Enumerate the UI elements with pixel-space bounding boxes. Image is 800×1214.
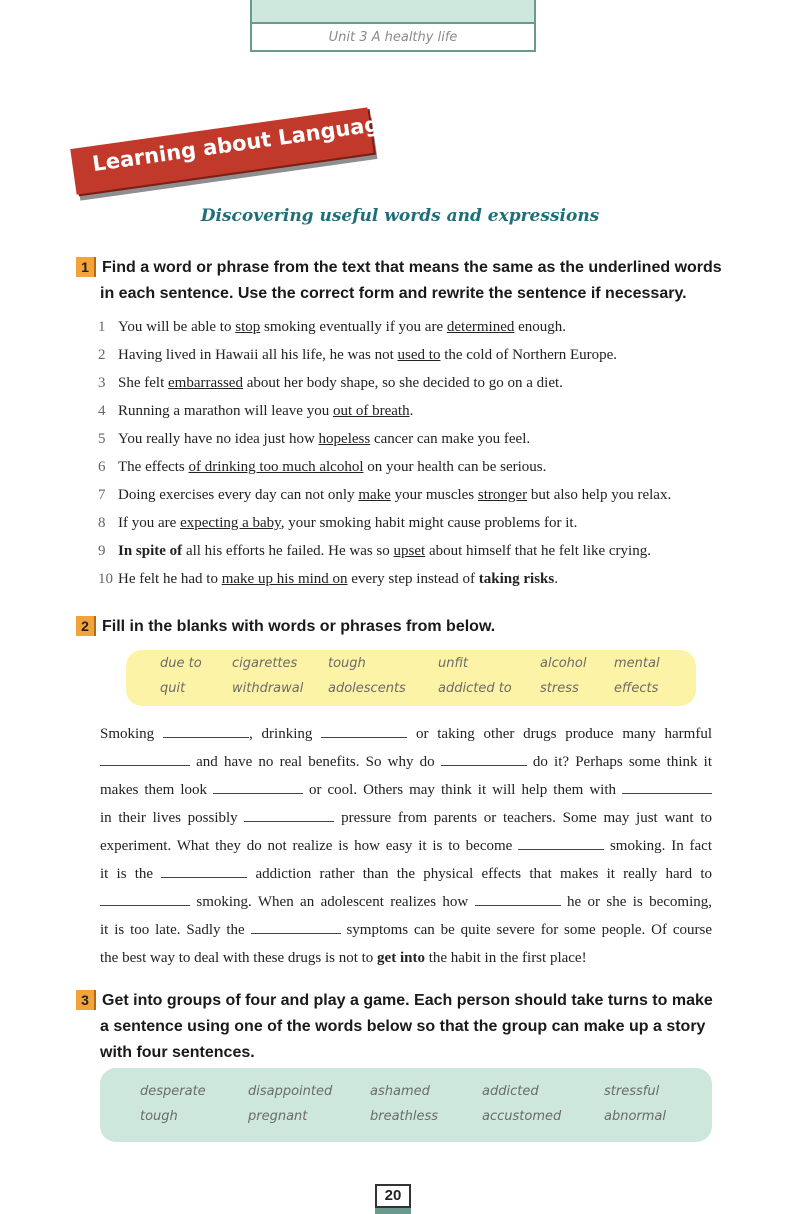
word-option: unfit: [438, 656, 468, 671]
page-number: 20: [375, 1184, 411, 1208]
item-text: Running a marathon will leave you: [118, 403, 333, 419]
fill-blank[interactable]: [518, 835, 604, 850]
word-option: adolescents: [328, 681, 406, 696]
word-option: disappointed: [248, 1084, 333, 1099]
item-text: .: [409, 403, 414, 419]
underlined-word: upset: [393, 543, 426, 559]
paragraph-text: , drinking: [248, 726, 322, 742]
item-text: cancer can make you feel.: [370, 431, 531, 447]
fill-blank[interactable]: [100, 751, 190, 766]
paragraph-text: the best way to deal with these drugs is not to: [100, 950, 378, 966]
item-number: 2: [98, 347, 106, 363]
item-text: all his efforts he failed. He was so: [182, 543, 394, 559]
paragraph-text: it is the: [100, 866, 162, 882]
word-option: mental: [614, 656, 660, 671]
fill-blank[interactable]: [161, 863, 247, 878]
section-subtitle: Discovering useful words and expressions: [200, 206, 600, 226]
paragraph-text: or taking other drugs produce many harmful: [407, 726, 712, 742]
paragraph-text: experiment. What they do not realize is how easy it is to become: [100, 838, 519, 854]
list-item: [98, 316, 738, 344]
paragraph-line: [100, 776, 712, 804]
item-number: 8: [98, 515, 106, 531]
word-option: pregnant: [248, 1109, 308, 1124]
paragraph-line: [100, 748, 712, 776]
unit-label: Unit 3 A healthy life: [328, 30, 458, 45]
list-item: [98, 512, 738, 540]
item-text: He felt he had to: [118, 571, 222, 587]
item-text: If you are: [118, 515, 181, 531]
word-option: withdrawal: [232, 681, 304, 696]
word-option: alcohol: [540, 656, 587, 671]
underlined-word: out of breath: [332, 403, 410, 419]
list-item: [98, 484, 738, 512]
item-text: but also help you relax.: [527, 487, 672, 503]
paragraph-text: smoking. When an adolescent realizes how: [190, 894, 475, 910]
banner-ribbon: [70, 107, 395, 194]
exercise2-number: 2: [76, 616, 96, 636]
exercise1-number: 1: [76, 257, 96, 277]
item-text: Doing exercises every day can not only: [118, 487, 359, 503]
item-text: every step instead of: [347, 571, 479, 587]
item-text: You will be able to: [118, 319, 236, 335]
exercise2-word-box: [126, 650, 696, 706]
exercise2-paragraph: [100, 720, 712, 972]
item-number: 7: [98, 487, 106, 503]
word-option: quit: [160, 681, 186, 696]
item-text: the cold of Northern Europe.: [440, 347, 618, 363]
unit-header-art: [252, 0, 534, 24]
exercise3-number: 3: [76, 990, 96, 1010]
item-number: 1: [98, 319, 106, 335]
word-option: accustomed: [482, 1109, 562, 1124]
paragraph-text: or cool. Others may think it will help them with: [303, 782, 622, 798]
underlined-word: stronger: [477, 487, 528, 503]
exercise3-instruction-line2: a sentence using one of the words below so that the group can make up a story: [100, 1018, 706, 1035]
item-text: She felt: [118, 375, 168, 391]
paragraph-text: it is too late. Sadly the: [100, 922, 251, 938]
banner-title: Learning about Language: [90, 110, 395, 177]
exercise3-word-box: [100, 1068, 712, 1142]
item-text: , your smoking habit might cause problems for it.: [280, 515, 578, 531]
fill-blank[interactable]: [100, 891, 190, 906]
paragraph-text: symptoms can be quite severe for some people. Of course: [340, 922, 713, 938]
exercise1-instruction-line2: in each sentence. Use the correct form and rewrite the sentence if necessary.: [100, 285, 687, 302]
exercise1-heading: [76, 255, 726, 307]
list-item: [98, 456, 738, 484]
underlined-word: make: [358, 487, 391, 503]
fill-blank[interactable]: [475, 891, 561, 906]
list-item: [98, 372, 738, 400]
exercise1-list: [98, 316, 738, 596]
item-text: .: [554, 571, 558, 587]
paragraph-line: [100, 916, 712, 944]
paragraph-text: pressure from parents or teachers. Some may just want to: [334, 810, 712, 826]
underlined-word: hopeless: [318, 431, 371, 447]
item-text: about her body shape, so she decided to go on a diet.: [242, 375, 563, 391]
underlined-word: make up his mind on: [221, 571, 348, 587]
word-option: tough: [328, 656, 366, 671]
item-text: You really have no idea just how: [118, 431, 319, 447]
underlined-word: of drinking too much alcohol: [188, 459, 364, 475]
paragraph-text: the habit in the first place!: [424, 950, 587, 966]
fill-blank[interactable]: [244, 807, 334, 822]
paragraph-line: [100, 860, 712, 888]
paragraph-text: Smoking: [100, 726, 163, 742]
fill-blank[interactable]: [441, 751, 527, 766]
item-number: 4: [98, 403, 106, 419]
fill-blank[interactable]: [321, 723, 407, 738]
word-option: addicted: [482, 1084, 539, 1099]
item-number: 9: [98, 543, 106, 559]
item-text: on your health can be serious.: [363, 459, 547, 475]
list-item: [98, 540, 738, 568]
underlined-word: expecting a baby: [180, 515, 281, 531]
item-text: your muscles: [390, 487, 478, 503]
word-option: ashamed: [370, 1084, 430, 1099]
exercise3-instruction-line3: with four sentences.: [100, 1044, 255, 1061]
unit-header-box: [250, 0, 536, 52]
paragraph-text: do it? Perhaps some think it: [526, 754, 712, 770]
list-item: [98, 568, 738, 596]
list-item: [98, 400, 738, 428]
underlined-word: used to: [397, 347, 441, 363]
word-option: stress: [540, 681, 579, 696]
item-text: Having lived in Hawaii all his life, he was not: [118, 347, 398, 363]
item-text: enough.: [514, 319, 567, 335]
paragraph-text: in their lives possibly: [100, 810, 245, 826]
exercise2-heading: [76, 614, 726, 640]
paragraph-line: [100, 720, 712, 748]
word-option: breathless: [370, 1109, 439, 1124]
exercise3-heading: [76, 988, 726, 1066]
paragraph-line: [100, 832, 712, 860]
list-item: [98, 344, 738, 372]
item-number: 6: [98, 459, 106, 475]
bold-phrase: In spite of: [118, 543, 183, 559]
word-option: tough: [140, 1109, 178, 1124]
list-item: [98, 428, 738, 456]
word-option: due to: [160, 656, 202, 671]
paragraph-text: he or she is becoming,: [560, 894, 713, 910]
paragraph-line: [100, 944, 712, 972]
bold-phrase: get into: [377, 950, 425, 966]
item-number: 10: [98, 571, 113, 587]
word-option: abnormal: [604, 1109, 666, 1124]
item-text: smoking eventually if you are: [260, 319, 447, 335]
page-number-bar: [375, 1208, 411, 1214]
underlined-word: stop: [235, 319, 261, 335]
paragraph-line: [100, 804, 712, 832]
underlined-word: determined: [446, 319, 515, 335]
bold-phrase: taking risks: [478, 571, 555, 587]
fill-blank[interactable]: [163, 723, 249, 738]
word-option: cigarettes: [232, 656, 298, 671]
item-text: The effects: [118, 459, 189, 475]
item-number: 3: [98, 375, 106, 391]
word-option: effects: [614, 681, 659, 696]
item-text: about himself that he felt like crying.: [425, 543, 651, 559]
word-option: stressful: [604, 1084, 660, 1099]
paragraph-text: smoking. In fact: [604, 838, 712, 854]
word-option: desperate: [140, 1084, 206, 1099]
exercise3-instruction-line1: Get into groups of four and play a game. Each person should take turns to make: [102, 992, 713, 1009]
paragraph-text: and have no real benefits. So why do: [190, 754, 441, 770]
word-option: addicted to: [438, 681, 512, 696]
paragraph-text: makes them look: [100, 782, 214, 798]
paragraph-line: [100, 888, 712, 916]
fill-blank[interactable]: [251, 919, 341, 934]
exercise1-instruction-line1: Find a word or phrase from the text that means the same as the underlined words: [102, 259, 722, 276]
fill-blank[interactable]: [622, 779, 712, 794]
exercise2-instruction: Fill in the blanks with words or phrases from below.: [102, 618, 496, 635]
paragraph-text: addiction rather than the physical effects that makes it really hard to: [247, 866, 712, 882]
fill-blank[interactable]: [213, 779, 303, 794]
item-number: 5: [98, 431, 106, 447]
section-banner: [66, 108, 395, 188]
underlined-word: embarrassed: [168, 375, 243, 391]
